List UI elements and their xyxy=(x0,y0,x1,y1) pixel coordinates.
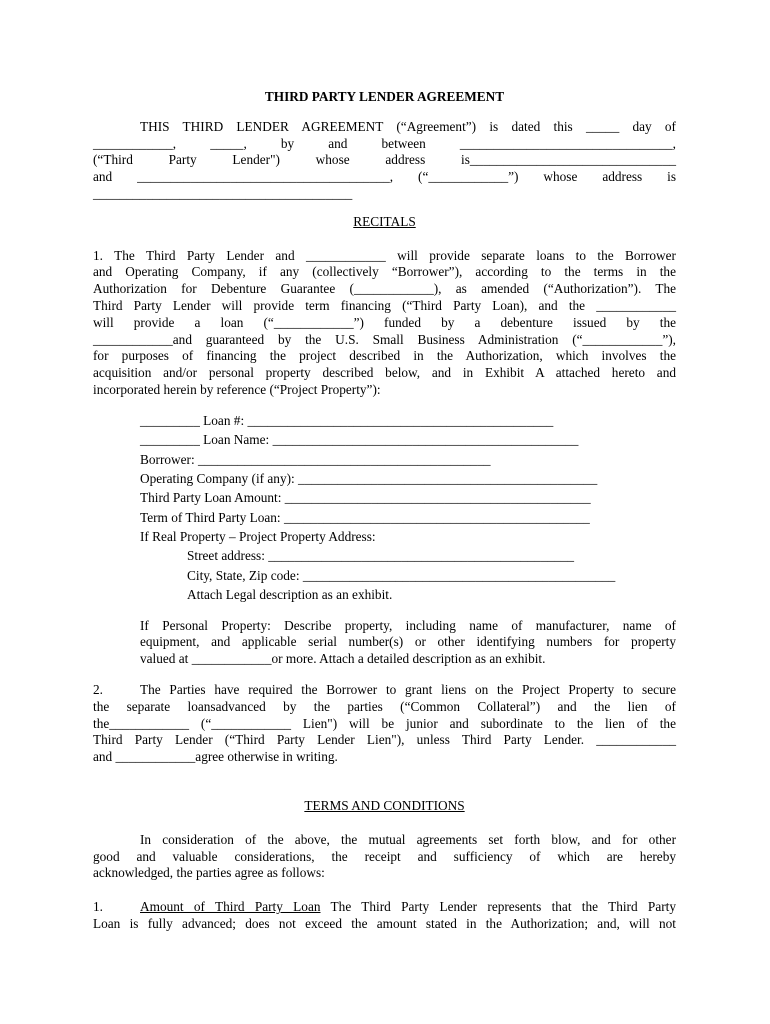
recital-1-line: and Operating Company, if any (collectively “Borrower”), according to the terms in the xyxy=(93,264,676,280)
loan-term-field: Term of Third Party Loan: ______________________________________________ xyxy=(140,509,590,525)
recital-1-line: Third Party Lender will provide term financing (“Third Party Loan), and the ____________ xyxy=(93,297,676,313)
recital-2-line: the separate loansadvanced by the parties (“Common Collateral”) and the lien of xyxy=(93,698,676,714)
personal-property-line: If Personal Property: Describe property, including name of manufacturer, name of xyxy=(140,617,676,633)
recitals-heading: RECITALS xyxy=(353,213,416,229)
term-1-text: The Third Party Lender represents that the Third Party xyxy=(320,899,676,915)
legal-description-note: Attach Legal description as an exhibit. xyxy=(187,587,393,603)
consideration-line: acknowledged, the parties agree as follows: xyxy=(93,865,325,881)
borrower-field: Borrower: ____________________________________________ xyxy=(140,451,491,467)
recital-1-line: for purposes of financing the project described in the Authorization, which involves the xyxy=(93,348,676,364)
recital-1-line: incorporated herein by reference (“Project Property”): xyxy=(93,381,381,397)
project-fields xyxy=(140,411,676,605)
recital-1-line: ____________and guaranteed by the U.S. Small Business Administration (“____________”), xyxy=(93,331,676,347)
recital-1-line: Authorization for Debenture Guarantee (____________), as amended (“Authorization”). The xyxy=(93,281,676,297)
intro-line: _______________________________________ xyxy=(93,185,353,201)
loan-amount-field: Third Party Loan Amount: ______________________________________________ xyxy=(140,490,591,506)
personal-property-paragraph xyxy=(140,618,676,668)
intro-line: THIS THIRD LENDER AGREEMENT (“Agreement”) is dated this _____ day of xyxy=(140,118,676,134)
loan-number-field: _________ Loan #: ______________________________________________ xyxy=(140,412,554,428)
recital-2-line: the____________ (“____________ Lien") will be junior and subordinate to the lien of the xyxy=(93,715,676,731)
recital-1-line: 1. The Third Party Lender and ____________ will provide separate loans to the Borrower xyxy=(93,247,676,263)
recital-1-line: acquisition and/or personal property described below, and in Exhibit A attached hereto and xyxy=(93,365,676,381)
recital-2-line: and ____________agree otherwise in writing. xyxy=(93,749,338,765)
recital-1 xyxy=(93,248,676,399)
document-page xyxy=(93,89,676,933)
operating-company-field: Operating Company (if any): _____________________________________________ xyxy=(140,470,598,486)
recital-2 xyxy=(93,682,676,766)
term-1-line: Loan is fully advanced; does not exceed the amount stated in the Authorization; and, will not xyxy=(93,916,676,932)
consideration-paragraph xyxy=(93,832,676,882)
intro-line: ____________, _____, by and between ________________________________, xyxy=(93,135,676,151)
consideration-line: In consideration of the above, the mutual agreements set forth blow, and for other xyxy=(140,831,676,847)
loan-name-field: _________ Loan Name: ______________________________________________ xyxy=(140,432,579,448)
intro-line: (“Third Party Lender") whose address is_______________________________ xyxy=(93,152,676,168)
city-state-zip-field: City, State, Zip code: _______________________________________________ xyxy=(187,567,616,583)
recital-2-line: Third Party Lender (“Third Party Lender Lien"), unless Third Party Lender. ____________ xyxy=(93,732,676,748)
recital-2-text: The Parties have required the Borrower to grant liens on the Project Property to secure xyxy=(140,682,676,698)
consideration-line: good and valuable considerations, the receipt and sufficiency of which are hereby xyxy=(93,848,676,864)
street-address-field: Street address: ______________________________________________ xyxy=(187,548,575,564)
term-1-number: 1. xyxy=(93,899,103,915)
terms-heading: TERMS AND CONDITIONS xyxy=(304,798,465,814)
recital-2-number: 2. xyxy=(93,682,103,698)
term-1-line xyxy=(93,899,676,916)
recital-2-line xyxy=(93,682,676,699)
document-title: THIRD PARTY LENDER AGREEMENT xyxy=(264,89,505,104)
recital-1-line: will provide a loan (“____________”) funded by a debenture issued by the xyxy=(93,314,676,330)
intro-paragraph xyxy=(93,119,676,203)
term-1-heading: Amount of Third Party Loan xyxy=(140,899,321,915)
term-1 xyxy=(93,899,676,933)
personal-property-line: valued at ____________or more. Attach a detailed description as an exhibit. xyxy=(140,651,546,667)
real-property-label: If Real Property – Project Property Address: xyxy=(140,529,376,545)
intro-line: and ______________________________________, (“____________”) whose address is xyxy=(93,169,676,185)
personal-property-line: equipment, and applicable serial number(s) or other identifying numbers for property xyxy=(140,634,676,650)
